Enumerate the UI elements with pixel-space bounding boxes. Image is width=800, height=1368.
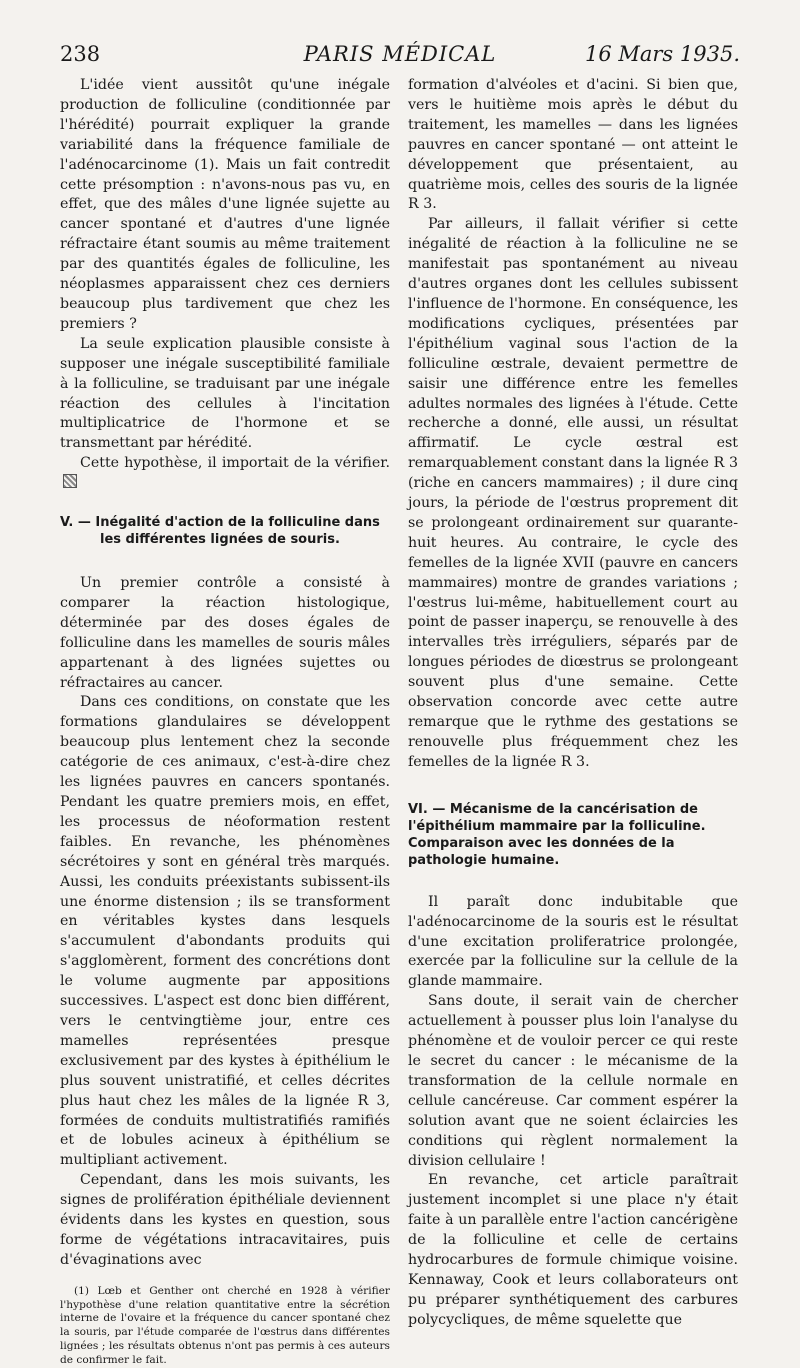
page-number: 238 <box>60 42 101 66</box>
journal-title: PARIS MÉDICAL <box>303 42 497 66</box>
paragraph: Il paraît donc indubitable que l'adénocarcinome de la souris est le résultat d'une excitation proliferatrice prolongée, exercée par la folliculine sur la cellule de la glande mammaire. <box>408 893 738 990</box>
paragraph <box>60 454 390 494</box>
printer-mark-icon <box>63 474 77 488</box>
paragraph: En revanche, cet article paraîtrait justement incomplet si une place n'y était faite à un parallèle entre l'action cancérigène de la folliculine et celle de certains hydrocarbures de formule chimique voisine. Kennaway, Cook et leurs collaborateurs ont pu préparer synthétiquement des carbures polycycliques, de même squelette que <box>408 1172 738 1328</box>
issue-date: 16 Mars 1935. <box>584 42 740 66</box>
paragraph-text: Cette hypothèse, il importait de la vérifier. <box>80 455 390 472</box>
paragraph: Sans doute, il serait vain de chercher actuellement à pousser plus loin l'analyse du phénomène et de vouloir percer ce qui reste le secret du cancer : le mécanisme de la transformation de la cellule normale en cellule cancéreuse. Car comment espérer la solution avant que ne soient éclaircies les conditions qui règlent normalement la division cellulaire ! <box>408 993 738 1169</box>
left-column <box>60 76 390 1368</box>
paragraph: Par ailleurs, il fallait vérifier si cette inégalité de réaction à la folliculine ne se manifestait pas spontanément au niveau d'autres organes dont les cellules subissent l'influence de l'hormone. En conséquence, les modifications cycliques, présentées par l'épithélium vaginal sous l'action de la folliculine œstrale, devaient permettre de saisir une différence entre les femelles adultes normales des lignées à l'étude. Cette recherche a donné, elle aussi, un résultat affirmatif. Le cycle œstral est remarquablement constant dans la lignée R 3 (riche en cancers mammaires) ; il dure cinq jours, la période de l'œstrus proprement dit se prolongeant ordinairement sur quarante-huit heures. Au contraire, le cycle des femelles de la lignée XVII (pauvre en cancers mammaires) montre de grandes variations ; l'œstrus lui-même, habituellement court au point de passer inaperçu, se renouvelle à des intervalles très irréguliers, séparés par de longues périodes de diœstrus se prolongeant souvent plus d'une semaine. Cette observation concorde avec cette autre remarque que le rythme des gestations se renouvelle plus fréquemment chez les femelles de la lignée R 3. <box>408 216 738 770</box>
paragraph: L'idée vient aussitôt qu'une inégale production de folliculine (conditionnée par l'hérédité) pourrait expliquer la grande variabilité dans la fréquence familiale de l'adénocarcinome (1). Mais un fait contredit cette présomption : n'avons-nous pas vu, en effet, que des mâles d'une lignée sujette au cancer spontané et d'autres d'une lignée réfractaire étant soumis au même traitement par des quantités égales de folliculine, les néoplasmes apparaissent chez ces derniers beaucoup plus tardivement que chez les premiers ? <box>60 77 390 332</box>
paragraph: Dans ces conditions, on constate que les formations glandulaires se développent beaucoup plus lentement chez la seconde catégorie de ces animaux, c'est-à-dire chez les lignées pauvres en cancers spontanés. Pendant les quatre premiers mois, en effet, les processus de néoformation restent faibles. En revanche, les phénomènes sécrétoires y sont en général très marqués. Aussi, les conduits préexistants subissent-ils une énorme distension ; ils se transforment en véritables kystes dans lesquels s'accumulent d'abondants produits qui s'agglomèrent, forment des concrétions dont le volume augmente par appositions successives. L'aspect est donc bien différent, vers le centvingtième jour, entre ces mamelles représentées presque exclusivement par des kystes à épithélium le plus souvent unistratifié, et celles décrites plus haut chez les mâles de la lignée R 3, formées de conduits multistratifiés ramifiés et de lobules acineux à épithélium se multipliant activement. <box>60 694 390 1169</box>
paragraph: formation d'alvéoles et d'acini. Si bien que, vers le huitième mois après le début du traitement, les mamelles — dans les lignées pauvres en cancer spontané — ont atteint le développement que présentaient, au quatrième mois, celles des souris de la lignée R 3. <box>408 77 738 213</box>
paragraph: Cependant, dans les mois suivants, les signes de prolifération épithéliale deviennent évidents dans les kystes en question, sous forme de végétations intracavitaires, puis d'évaginations avec <box>60 1172 390 1268</box>
section-heading-5: V. — Inégalité d'action de la folliculine dans les différentes lignées de souris. <box>60 515 380 548</box>
page-header <box>60 42 740 72</box>
section-heading-6: VI. — Mécanisme de la cancérisation de l'épithélium mammaire par la folliculine. Comparaison avec les données de la pathologie humaine. <box>408 801 706 868</box>
paragraph: Un premier contrôle a consisté à comparer la réaction histologique, déterminée par des doses égales de folliculine dans les mamelles de souris mâles appartenant à des lignées sujettes ou réfractaires au cancer. <box>60 575 390 691</box>
footnote: (1) Lœb et Genther ont cherché en 1928 à vérifier l'hypothèse d'une relation quantitative entre la sécrétion interne de l'ovaire et la fréquence du cancer spontané chez la souris, par l'étude comparée de l'œstrus dans différentes lignées ; les résultats obtenus n'ont pas permis à ces auteurs de confirmer le fait. <box>60 1284 390 1366</box>
right-column <box>408 76 738 1331</box>
paragraph: La seule explication plausible consiste à supposer une inégale susceptibilité familiale à la folliculine, se traduisant par une inégale réaction des cellules à l'incitation multiplicatrice de l'hormone et se transmettant par hérédité. <box>60 335 390 452</box>
